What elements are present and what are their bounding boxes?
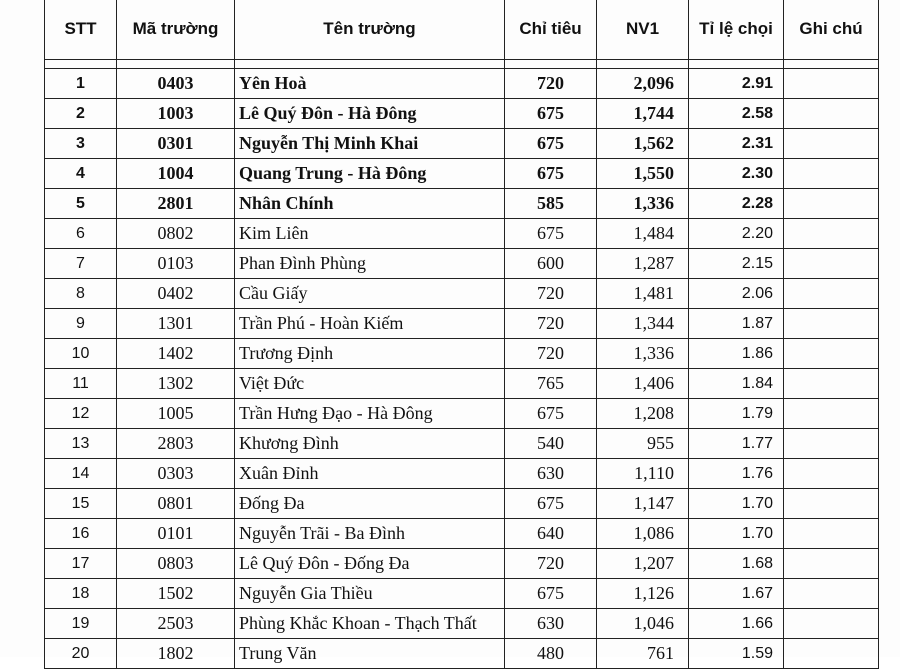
table-row [45, 249, 879, 279]
cell-ma-truong: 1502 [117, 579, 235, 609]
cell-nv1: 1,086 [597, 519, 689, 549]
cell-ti-le-choi: 2.06 [689, 279, 784, 309]
cell-ghi-chu [784, 459, 879, 489]
cell-ma-truong: 1302 [117, 369, 235, 399]
cell-stt: 10 [45, 339, 117, 369]
cell-ti-le-choi: 2.28 [689, 189, 784, 219]
cell-ma-truong: 0101 [117, 519, 235, 549]
cell-stt: 14 [45, 459, 117, 489]
cell-stt: 20 [45, 639, 117, 669]
cell-chi-tieu: 675 [505, 579, 597, 609]
header-row [45, 0, 879, 60]
cell-ghi-chu [784, 429, 879, 459]
cell-ten-truong: Nguyễn Trãi - Ba Đình [235, 519, 505, 549]
cell-ma-truong: 2803 [117, 429, 235, 459]
cell-ghi-chu [784, 549, 879, 579]
cell-chi-tieu: 720 [505, 309, 597, 339]
cell-chi-tieu: 540 [505, 429, 597, 459]
cell-ma-truong: 1004 [117, 159, 235, 189]
cell-ghi-chu [784, 189, 879, 219]
cell-ti-le-choi: 1.70 [689, 489, 784, 519]
cell-ghi-chu [784, 249, 879, 279]
table-row [45, 399, 879, 429]
cell-ghi-chu [784, 129, 879, 159]
cell-ten-truong: Nguyễn Thị Minh Khai [235, 129, 505, 159]
cell-ma-truong: 0403 [117, 69, 235, 99]
table-row [45, 279, 879, 309]
cell-ghi-chu [784, 309, 879, 339]
cell-nv1: 1,562 [597, 129, 689, 159]
cell-nv1: 1,126 [597, 579, 689, 609]
table-row [45, 579, 879, 609]
cell-ghi-chu [784, 159, 879, 189]
cell-ma-truong: 1005 [117, 399, 235, 429]
cell-ti-le-choi: 1.76 [689, 459, 784, 489]
cell-ma-truong: 0802 [117, 219, 235, 249]
cell-chi-tieu: 600 [505, 249, 597, 279]
cell-nv1: 1,344 [597, 309, 689, 339]
cell-ten-truong: Trung Văn [235, 639, 505, 669]
cell-chi-tieu: 675 [505, 129, 597, 159]
table-row [45, 549, 879, 579]
cell-ten-truong: Kim Liên [235, 219, 505, 249]
cell-stt: 12 [45, 399, 117, 429]
cell-ti-le-choi: 2.20 [689, 219, 784, 249]
cell-stt: 11 [45, 369, 117, 399]
table-row [45, 309, 879, 339]
cell-nv1: 1,046 [597, 609, 689, 639]
cell-chi-tieu: 675 [505, 399, 597, 429]
cell-ti-le-choi: 2.58 [689, 99, 784, 129]
cell-chi-tieu: 720 [505, 69, 597, 99]
table-row [45, 69, 879, 99]
cell-stt: 5 [45, 189, 117, 219]
cell-stt: 19 [45, 609, 117, 639]
spacer-row [45, 60, 879, 69]
cell-stt: 4 [45, 159, 117, 189]
table-header [45, 0, 879, 60]
cell-ten-truong: Cầu Giấy [235, 279, 505, 309]
cell-chi-tieu: 630 [505, 459, 597, 489]
cell-stt: 17 [45, 549, 117, 579]
cell-nv1: 1,336 [597, 339, 689, 369]
cell-ma-truong: 0402 [117, 279, 235, 309]
cell-ma-truong: 2503 [117, 609, 235, 639]
cell-ten-truong: Yên Hoà [235, 69, 505, 99]
cell-nv1: 1,336 [597, 189, 689, 219]
cell-ti-le-choi: 2.30 [689, 159, 784, 189]
cell-ti-le-choi: 1.59 [689, 639, 784, 669]
cell-ma-truong: 1003 [117, 99, 235, 129]
cell-ghi-chu [784, 579, 879, 609]
header-ten-truong: Tên trường [235, 0, 505, 60]
cell-ghi-chu [784, 489, 879, 519]
cell-stt: 8 [45, 279, 117, 309]
cell-ma-truong: 1802 [117, 639, 235, 669]
table-row [45, 159, 879, 189]
cell-nv1: 761 [597, 639, 689, 669]
cell-chi-tieu: 720 [505, 549, 597, 579]
cell-chi-tieu: 585 [505, 189, 597, 219]
cell-stt: 13 [45, 429, 117, 459]
table-row [45, 369, 879, 399]
cell-ti-le-choi: 2.15 [689, 249, 784, 279]
cell-nv1: 1,110 [597, 459, 689, 489]
cell-ti-le-choi: 1.66 [689, 609, 784, 639]
cell-nv1: 1,744 [597, 99, 689, 129]
table-row [45, 489, 879, 519]
cell-stt: 7 [45, 249, 117, 279]
cell-chi-tieu: 675 [505, 99, 597, 129]
cell-nv1: 1,147 [597, 489, 689, 519]
table-row [45, 99, 879, 129]
table-row [45, 639, 879, 669]
cell-ghi-chu [784, 219, 879, 249]
cell-ti-le-choi: 1.70 [689, 519, 784, 549]
cell-stt: 3 [45, 129, 117, 159]
cell-nv1: 1,481 [597, 279, 689, 309]
cell-nv1: 1,287 [597, 249, 689, 279]
cell-chi-tieu: 675 [505, 219, 597, 249]
cell-ma-truong: 0803 [117, 549, 235, 579]
cell-ten-truong: Nguyễn Gia Thiều [235, 579, 505, 609]
cell-chi-tieu: 480 [505, 639, 597, 669]
header-ghi-chu: Ghi chú [784, 0, 879, 60]
cell-stt: 1 [45, 69, 117, 99]
cell-chi-tieu: 720 [505, 339, 597, 369]
cell-nv1: 1,208 [597, 399, 689, 429]
cell-ti-le-choi: 2.91 [689, 69, 784, 99]
cell-ma-truong: 1301 [117, 309, 235, 339]
cell-ten-truong: Phùng Khắc Khoan - Thạch Thất [235, 609, 505, 639]
table-body [45, 60, 879, 669]
cell-nv1: 1,207 [597, 549, 689, 579]
header-nv1: NV1 [597, 0, 689, 60]
table-row [45, 609, 879, 639]
cell-ma-truong: 0103 [117, 249, 235, 279]
table-row [45, 189, 879, 219]
cell-ghi-chu [784, 609, 879, 639]
cell-ti-le-choi: 1.79 [689, 399, 784, 429]
cell-chi-tieu: 640 [505, 519, 597, 549]
cell-ten-truong: Trương Định [235, 339, 505, 369]
header-ti-le-choi: Tỉ lệ chọi [689, 0, 784, 60]
cell-ma-truong: 0801 [117, 489, 235, 519]
cell-ma-truong: 0303 [117, 459, 235, 489]
cell-ten-truong: Khương Đình [235, 429, 505, 459]
cell-stt: 2 [45, 99, 117, 129]
cell-chi-tieu: 675 [505, 489, 597, 519]
cell-ghi-chu [784, 69, 879, 99]
cell-nv1: 2,096 [597, 69, 689, 99]
cell-ti-le-choi: 2.31 [689, 129, 784, 159]
cell-ten-truong: Trần Hưng Đạo - Hà Đông [235, 399, 505, 429]
cell-ma-truong: 0301 [117, 129, 235, 159]
cell-stt: 18 [45, 579, 117, 609]
cell-nv1: 955 [597, 429, 689, 459]
cell-ti-le-choi: 1.84 [689, 369, 784, 399]
cell-ma-truong: 2801 [117, 189, 235, 219]
cell-chi-tieu: 675 [505, 159, 597, 189]
cell-ghi-chu [784, 369, 879, 399]
cell-ten-truong: Quang Trung - Hà Đông [235, 159, 505, 189]
cell-ten-truong: Lê Quý Đôn - Đống Đa [235, 549, 505, 579]
cell-ghi-chu [784, 519, 879, 549]
cell-stt: 16 [45, 519, 117, 549]
cell-stt: 15 [45, 489, 117, 519]
cell-ti-le-choi: 1.77 [689, 429, 784, 459]
school-admission-table [44, 0, 879, 669]
cell-stt: 6 [45, 219, 117, 249]
cell-ghi-chu [784, 639, 879, 669]
header-chi-tieu: Chỉ tiêu [505, 0, 597, 60]
table-row [45, 429, 879, 459]
cell-nv1: 1,406 [597, 369, 689, 399]
table-row [45, 519, 879, 549]
cell-ten-truong: Lê Quý Đôn - Hà Đông [235, 99, 505, 129]
cell-ten-truong: Nhân Chính [235, 189, 505, 219]
cell-ten-truong: Xuân Đỉnh [235, 459, 505, 489]
table-row [45, 459, 879, 489]
cell-ti-le-choi: 1.87 [689, 309, 784, 339]
cell-ma-truong: 1402 [117, 339, 235, 369]
table-row [45, 129, 879, 159]
cell-ten-truong: Trần Phú - Hoàn Kiếm [235, 309, 505, 339]
table-row [45, 339, 879, 369]
cell-ghi-chu [784, 339, 879, 369]
cell-nv1: 1,484 [597, 219, 689, 249]
header-stt: STT [45, 0, 117, 60]
table-row [45, 219, 879, 249]
cell-chi-tieu: 765 [505, 369, 597, 399]
cell-ghi-chu [784, 399, 879, 429]
cell-chi-tieu: 630 [505, 609, 597, 639]
cell-ten-truong: Việt Đức [235, 369, 505, 399]
cell-ten-truong: Đống Đa [235, 489, 505, 519]
cell-ti-le-choi: 1.86 [689, 339, 784, 369]
cell-ghi-chu [784, 99, 879, 129]
cell-ti-le-choi: 1.68 [689, 549, 784, 579]
cell-stt: 9 [45, 309, 117, 339]
cell-ti-le-choi: 1.67 [689, 579, 784, 609]
cell-ghi-chu [784, 279, 879, 309]
cell-ten-truong: Phan Đình Phùng [235, 249, 505, 279]
cell-chi-tieu: 720 [505, 279, 597, 309]
cell-nv1: 1,550 [597, 159, 689, 189]
header-ma-truong: Mã trường [117, 0, 235, 60]
